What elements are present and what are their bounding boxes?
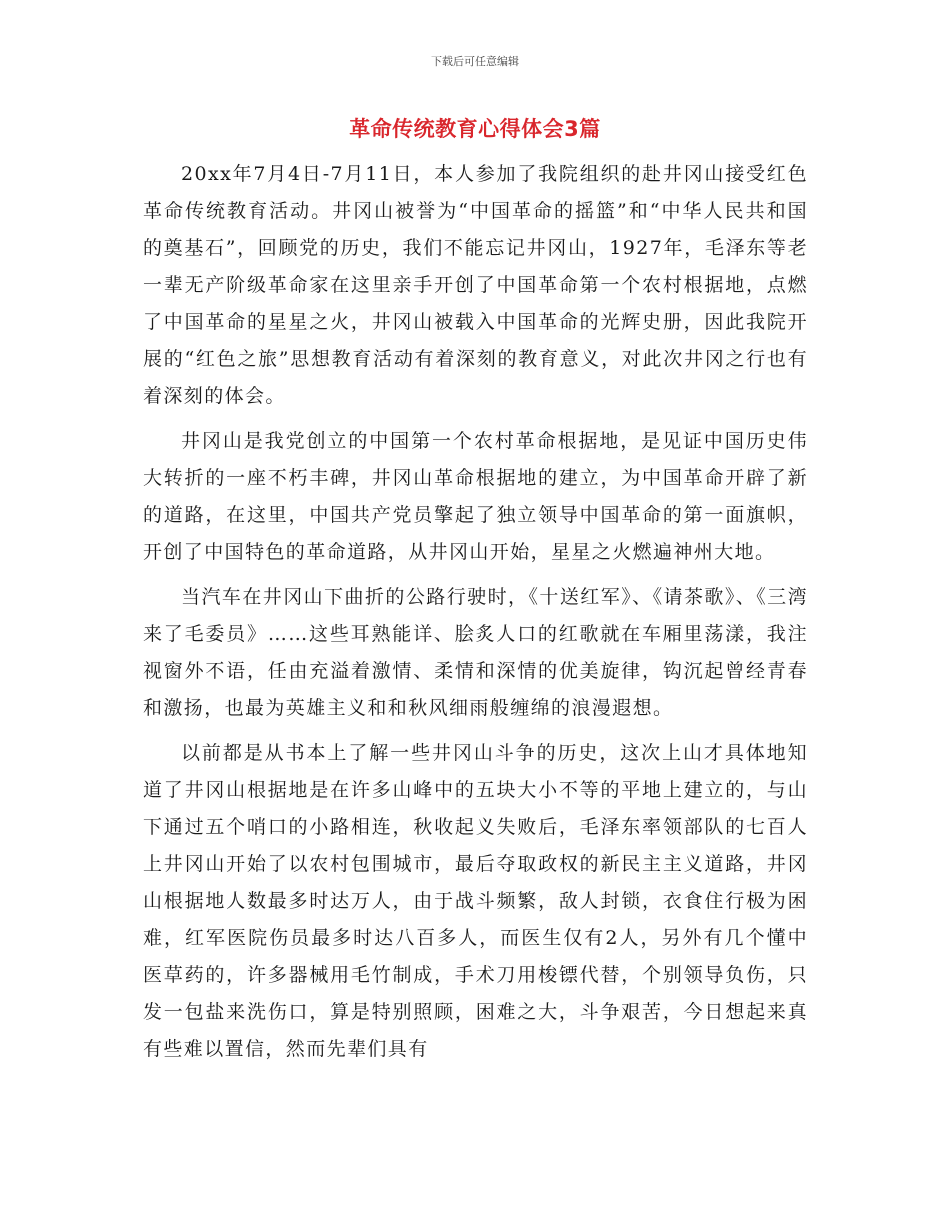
paragraph: 当汽车在井冈山下曲折的公路行驶时，《十送红军》、《请茶歌》、《三湾来了毛委员》……这些耳熟能详、脍炙人口的红歌就在车厢里荡漾，我注视窗外不语，任由充溢着激情、柔情和深情的优美旋律，钩沉起曾经青春和激扬，也最为英雄主义和和秋风细雨般缠绵的浪漫遐想。 — [143, 586, 808, 719]
paragraph: 20xx年7月4日-7月11日，本人参加了我院组织的赴井冈山接受红色革命传统教育活动。井冈山被誉为“中国革命的摇篮”和“中华人民共和国的奠基石”，回顾党的历史，我们不能忘记井冈山，1927年，毛泽东等老一辈无产阶级革命家在这里亲手开创了中国革命第一个农村根据地，点燃了中国革命的星星之火，井冈山被载入中国革命的光辉史册，因此我院开展的“红色之旅”思想教育活动有着深刻的教育意义，对此次井冈之行也有着深刻的体会。 — [143, 163, 808, 407]
header-note: 下载后可任意编辑 — [431, 55, 519, 68]
paragraph: 以前都是从书本上了解一些井冈山斗争的历史，这次上山才具体地知道了井冈山根据地是在许多山峰中的五块大小不等的平地上建立的，与山下通过五个哨口的小路相连，秋收起义失败后，毛泽东率领部队的七百人上井冈山开始了以农村包围城市，最后夺取政权的新民主主义道路，井冈山根据地人数最多时达万人，由于战斗频繁，敌人封锁，衣食住行极为困难，红军医院伤员最多时达八百多人，而医生仅有2人，另外有几个懂中医草药的，许多器械用毛竹制成，手术刀用梭镖代替，个别领导负伤，只发一包盐来洗伤口，算是特别照顾，困难之大，斗争艰苦，今日想起来真有些难以置信，然而先辈们具有 — [143, 742, 808, 1060]
paragraph: 井冈山是我党创立的中国第一个农村革命根据地，是见证中国历史伟大转折的一座不朽丰碑，井冈山革命根据地的建立，为中国革命开辟了新的道路，在这里，中国共产党员擎起了独立领导中国革命的第一面旗帜，开创了中国特色的革命道路，从井冈山开始，星星之火燃遍神州大地。 — [143, 430, 808, 563]
document-title: 革命传统教育心得体会3篇 — [349, 117, 601, 141]
document-body — [143, 156, 808, 1076]
